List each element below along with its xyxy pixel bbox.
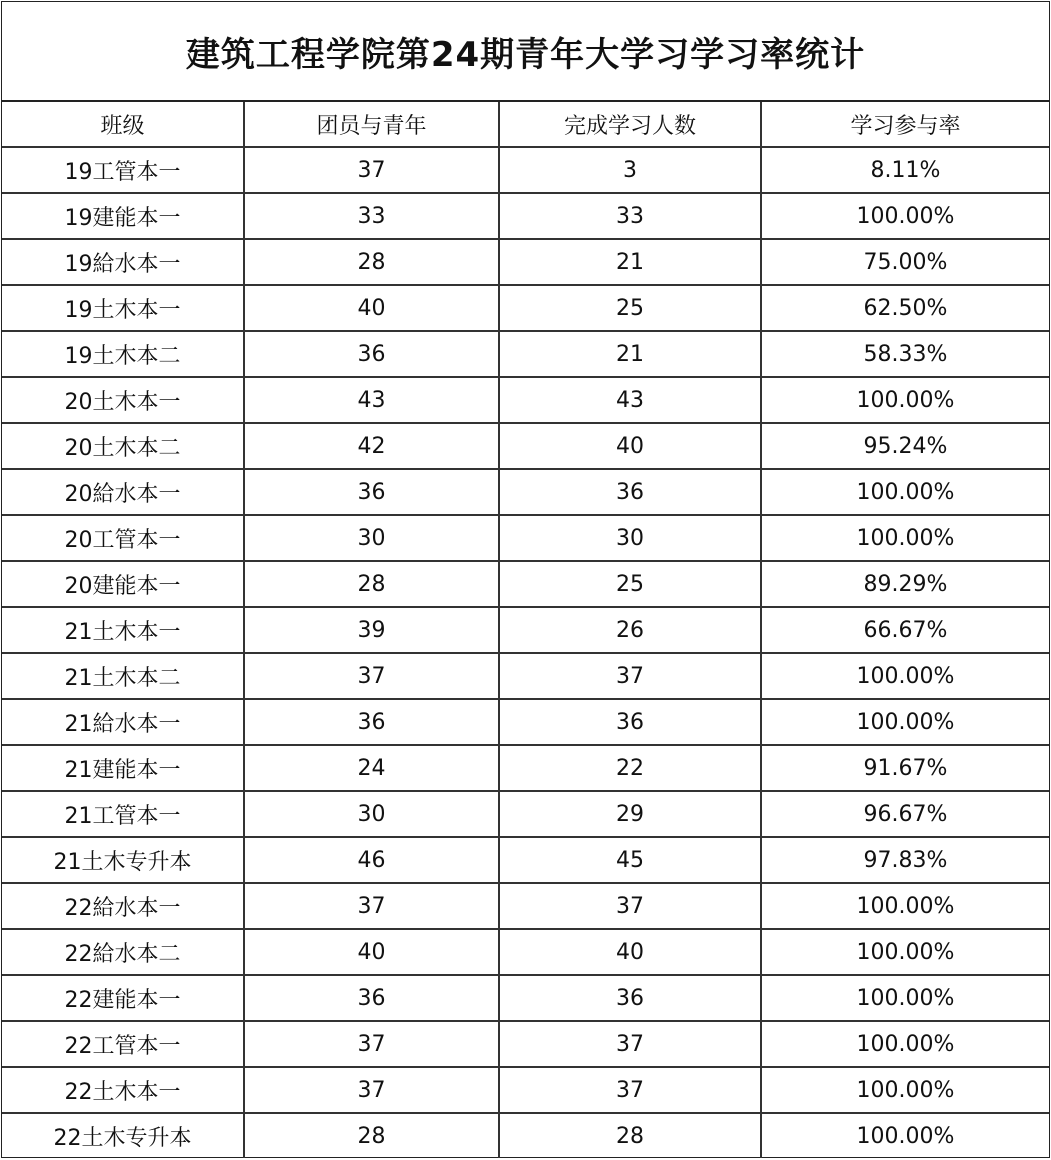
table-row xyxy=(2,377,1049,423)
members-cell: 39 xyxy=(244,607,499,653)
table-row xyxy=(2,561,1049,607)
class-cell: 21土木本一 xyxy=(2,607,244,653)
class-cell: 20工管本一 xyxy=(2,515,244,561)
table-row xyxy=(2,883,1049,929)
completed-cell: 29 xyxy=(499,791,761,837)
class-cell: 20土木本二 xyxy=(2,423,244,469)
members-cell: 37 xyxy=(244,653,499,699)
table-body xyxy=(2,147,1049,1158)
members-cell: 40 xyxy=(244,285,499,331)
rate-cell: 95.24% xyxy=(761,423,1049,469)
class-cell: 21土木本二 xyxy=(2,653,244,699)
class-cell: 20土木本一 xyxy=(2,377,244,423)
members-cell: 30 xyxy=(244,515,499,561)
class-cell: 19工管本一 xyxy=(2,147,244,193)
rate-cell: 100.00% xyxy=(761,1021,1049,1067)
rate-cell: 96.67% xyxy=(761,791,1049,837)
table-row xyxy=(2,1021,1049,1067)
completed-cell: 37 xyxy=(499,883,761,929)
statistics-sheet xyxy=(1,1,1050,1158)
completed-cell: 25 xyxy=(499,561,761,607)
class-cell: 20建能本一 xyxy=(2,561,244,607)
rate-cell: 75.00% xyxy=(761,239,1049,285)
members-cell: 37 xyxy=(244,883,499,929)
completed-cell: 21 xyxy=(499,239,761,285)
completed-cell: 45 xyxy=(499,837,761,883)
rate-cell: 62.50% xyxy=(761,285,1049,331)
rate-cell: 97.83% xyxy=(761,837,1049,883)
table-row xyxy=(2,653,1049,699)
class-cell: 22建能本一 xyxy=(2,975,244,1021)
completed-cell: 21 xyxy=(499,331,761,377)
class-cell: 19土木本二 xyxy=(2,331,244,377)
class-cell: 19給水本一 xyxy=(2,239,244,285)
members-cell: 46 xyxy=(244,837,499,883)
column-header-completed: 完成学习人数 xyxy=(499,102,761,147)
table-row xyxy=(2,837,1049,883)
class-cell: 22土木本一 xyxy=(2,1067,244,1113)
completed-cell: 33 xyxy=(499,193,761,239)
rate-cell: 100.00% xyxy=(856,1123,955,1149)
members-cell: 37 xyxy=(244,1067,499,1113)
table-row xyxy=(2,147,1049,193)
rate-cell: 89.29% xyxy=(761,561,1049,607)
class-cell: 21建能本一 xyxy=(2,745,244,791)
completed-cell: 37 xyxy=(499,653,761,699)
rate-cell: 100.00% xyxy=(761,515,1049,561)
table-row xyxy=(2,239,1049,285)
class-cell: 22土木专升本 xyxy=(2,1113,244,1158)
rate-cell: 91.67% xyxy=(761,745,1049,791)
rate-cell: 100.00% xyxy=(761,929,1049,975)
members-cell: 37 xyxy=(244,1021,499,1067)
completed-cell: 40 xyxy=(499,929,761,975)
class-cell: 21給水本一 xyxy=(2,699,244,745)
members-cell: 36 xyxy=(244,331,499,377)
completed-cell: 40 xyxy=(499,423,761,469)
class-cell: 21土木专升本 xyxy=(2,837,244,883)
rate-cell: 100.00% xyxy=(761,377,1049,423)
table-row xyxy=(2,1067,1049,1113)
completed-cell: 26 xyxy=(499,607,761,653)
table-row xyxy=(2,791,1049,837)
class-cell: 20給水本一 xyxy=(2,469,244,515)
table-row xyxy=(2,193,1049,239)
table-row xyxy=(2,975,1049,1021)
class-cell: 22給水本一 xyxy=(2,883,244,929)
rate-cell: 100.00% xyxy=(761,653,1049,699)
rate-cell: 58.33% xyxy=(761,331,1049,377)
completed-cell: 30 xyxy=(499,515,761,561)
rate-cell: 100.00% xyxy=(761,975,1049,1021)
header-row xyxy=(2,102,1049,147)
members-cell: 37 xyxy=(244,147,499,193)
class-cell: 22工管本一 xyxy=(2,1021,244,1067)
members-cell: 43 xyxy=(244,377,499,423)
table-row xyxy=(2,515,1049,561)
column-header-rate: 学习参与率 xyxy=(761,102,1049,147)
completed-cell: 22 xyxy=(499,745,761,791)
members-cell: 28 xyxy=(244,239,499,285)
class-cell: 21工管本一 xyxy=(2,791,244,837)
rate-cell: 66.67% xyxy=(761,607,1049,653)
completed-cell: 36 xyxy=(499,975,761,1021)
rate-cell: 100.00% xyxy=(761,193,1049,239)
class-cell: 19土木本一 xyxy=(2,285,244,331)
members-cell: 33 xyxy=(244,193,499,239)
rate-cell: 100.00% xyxy=(761,469,1049,515)
members-cell: 24 xyxy=(244,745,499,791)
members-cell: 30 xyxy=(244,791,499,837)
completed-cell: 36 xyxy=(499,469,761,515)
completed-cell: 36 xyxy=(499,699,761,745)
members-cell: 42 xyxy=(244,423,499,469)
table-row xyxy=(2,285,1049,331)
rate-cell: 8.11% xyxy=(761,147,1049,193)
table-row xyxy=(2,331,1049,377)
completed-cell: 25 xyxy=(499,285,761,331)
table-row xyxy=(2,745,1049,791)
rate-cell: 100.00% xyxy=(761,883,1049,929)
table-row xyxy=(2,699,1049,745)
table-row xyxy=(2,929,1049,975)
members-cell: 28 xyxy=(244,1113,499,1158)
table-row xyxy=(2,423,1049,469)
members-cell: 36 xyxy=(244,699,499,745)
completed-cell: 28 xyxy=(499,1113,761,1158)
table-row xyxy=(2,1113,1049,1158)
members-cell: 40 xyxy=(244,929,499,975)
class-cell: 19建能本一 xyxy=(2,193,244,239)
table-row xyxy=(2,607,1049,653)
column-header-class: 班级 xyxy=(2,102,244,147)
completed-cell: 43 xyxy=(499,377,761,423)
members-cell: 28 xyxy=(244,561,499,607)
members-cell: 36 xyxy=(244,469,499,515)
completed-cell: 37 xyxy=(499,1067,761,1113)
column-header-members: 团员与青年 xyxy=(244,102,499,147)
rate-cell: 100.00% xyxy=(761,699,1049,745)
class-cell: 22給水本二 xyxy=(2,929,244,975)
table-row xyxy=(2,469,1049,515)
statistics-table xyxy=(2,102,1049,1158)
completed-cell: 3 xyxy=(499,147,761,193)
rate-cell: 100.00% xyxy=(761,1067,1049,1113)
completed-cell: 37 xyxy=(499,1021,761,1067)
sheet-title: 建筑工程学院第24期青年大学习学习率统计 xyxy=(2,2,1049,102)
members-cell: 36 xyxy=(244,975,499,1021)
